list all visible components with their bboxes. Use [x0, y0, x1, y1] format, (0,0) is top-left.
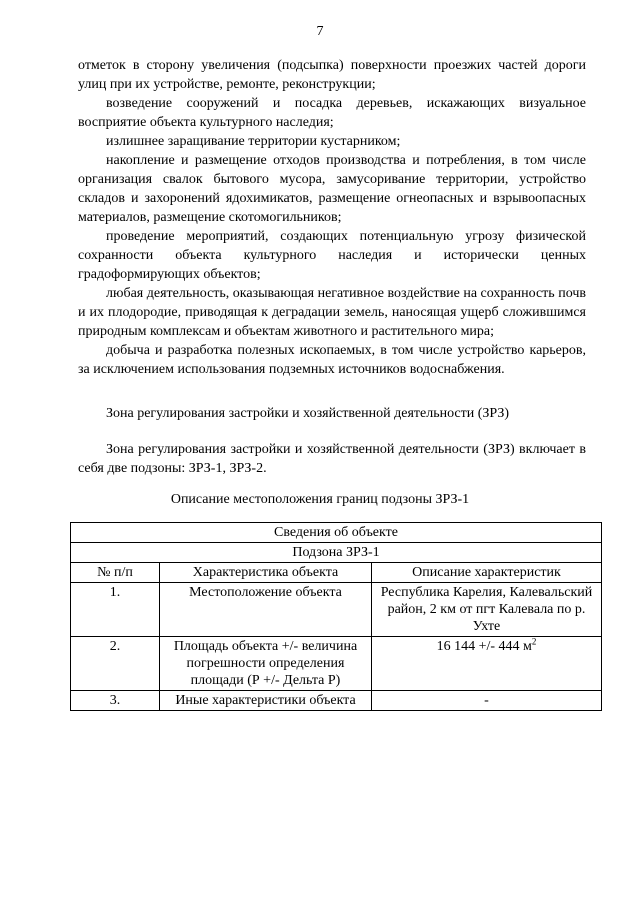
table-header-row — [71, 563, 602, 583]
zone-intro — [78, 440, 586, 478]
zone-intro-text: Зона регулирования застройки и хозяйственной деятельности (ЗРЗ) включает в себя две подзоны: ЗРЗ-1, ЗРЗ-2. — [78, 442, 586, 476]
table-caption: Описание местоположения границ подзоны ЗРЗ-1 — [170, 492, 470, 507]
area-value: 16 144 +/- 444 м — [436, 639, 532, 654]
header-description: Описание характеристик — [372, 563, 602, 583]
paragraph: возведение сооружений и посадка деревьев, искажающих визуальное восприятие объекта культурного наследия; — [78, 96, 586, 130]
row-num: 3. — [71, 691, 160, 711]
paragraph: проведение мероприятий, создающих потенциальную угрозу физической сохранности объекта культурного наследия и исторически ценных градоформирующих объектов; — [78, 229, 586, 282]
paragraph: накопление и размещение отходов производства и потребления, в том числе организация свалок бытового мусора, замусоривание территории, устройство складов и захоронений ядохимикатов, размещение огнеопасных и взрывоопасных материалов, размещение скотомогильников; — [78, 153, 586, 225]
page-number: 7 — [316, 24, 324, 39]
zone-heading: Зона регулирования застройки и хозяйственной деятельности (ЗРЗ) — [106, 406, 510, 421]
header-characteristic: Характеристика объекта — [160, 563, 372, 583]
table-subtitle: Подзона ЗРЗ-1 — [71, 543, 602, 563]
table-subtitle-row — [71, 543, 602, 563]
table-row — [71, 583, 602, 637]
row-num: 2. — [71, 637, 160, 691]
paragraph: излишнее заращивание территории кустарником; — [106, 134, 401, 149]
paragraph: добыча и разработка полезных ископаемых, в том числе устройство карьеров, за исключением использования подземных источников водоснабжения. — [78, 343, 586, 377]
header-num: № п/п — [71, 563, 160, 583]
row-characteristic: Иные характеристики объекта — [160, 691, 372, 711]
paragraph: любая деятельность, оказывающая негативное воздействие на сохранность почв и их плодородие, приводящая к деградации земель, наносящая ущерб сложившимся природным комплексам и объектам животного и растительного мира; — [78, 286, 586, 339]
table-title: Сведения об объекте — [71, 523, 602, 543]
table-title-row — [71, 523, 602, 543]
area-unit-exponent: 2 — [531, 636, 537, 647]
restrictions-list — [78, 56, 586, 379]
object-info-table — [70, 522, 602, 711]
row-description — [372, 637, 602, 691]
row-characteristic: Местоположение объекта — [160, 583, 372, 637]
row-characteristic: Площадь объекта +/- величина погрешности определения площади (Р +/- Дельта Р) — [160, 637, 372, 691]
table-row — [71, 691, 602, 711]
row-num: 1. — [71, 583, 160, 637]
table-row — [71, 637, 602, 691]
paragraph: отметок в сторону увеличения (подсыпка) поверхности проезжих частей дороги улиц при их устройстве, ремонте, реконструкции; — [78, 58, 586, 92]
row-description: Республика Карелия, Калевальский район, 2 км от пгт Калевала по р. Ухте — [372, 583, 602, 637]
row-description: - — [372, 691, 602, 711]
